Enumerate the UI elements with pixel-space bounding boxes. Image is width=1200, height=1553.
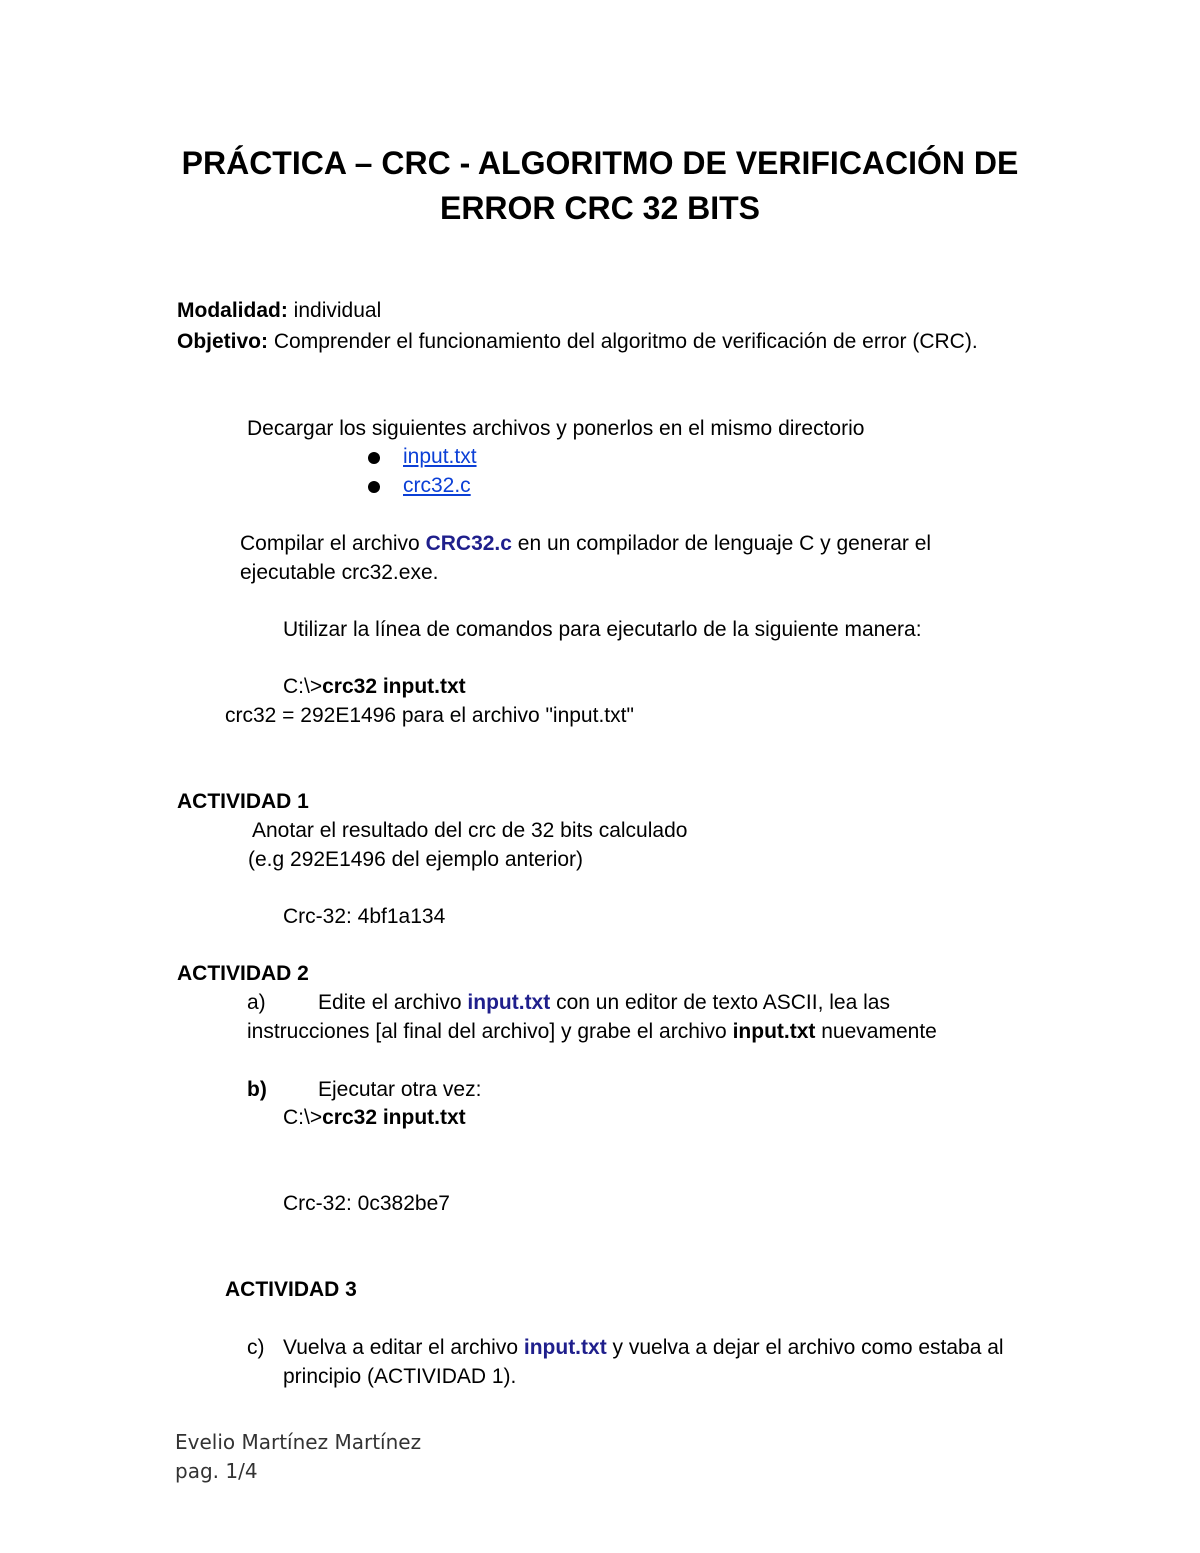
actividad-2-heading: ACTIVIDAD 2: [177, 962, 309, 985]
objetivo-line: [177, 330, 978, 354]
modalidad-value: individual: [293, 299, 382, 322]
actividad-2-b-text: Ejecutar otra vez:: [318, 1078, 482, 1101]
c-pre: Vuelva a editar el archivo: [283, 1336, 519, 1359]
modalidad-line: [177, 299, 381, 323]
crc32-c-link[interactable]: crc32.c: [403, 474, 471, 497]
bullet-icon: [368, 452, 380, 464]
usage-command-line: [283, 675, 466, 699]
actividad-2-result: Crc-32: 0c382be7: [283, 1192, 450, 1215]
a-line2-pre: instrucciones [al final del archivo] y grabe el archivo: [247, 1020, 727, 1043]
compile-line-1: [240, 532, 931, 556]
a-post: con un editor de texto ASCII, lea las: [556, 991, 890, 1014]
actividad-1-line-2: (e.g 292E1496 del ejemplo anterior): [248, 848, 584, 871]
usage-command: crc32 input.txt: [322, 675, 466, 698]
input-txt-link[interactable]: input.txt: [403, 445, 477, 468]
objetivo-value: Comprender el funcionamiento del algoritmo de verificación de error (CRC).: [273, 330, 978, 353]
actividad-3-heading: ACTIVIDAD 3: [225, 1278, 357, 1301]
c-file: input.txt: [523, 1336, 607, 1359]
compile-pre: Compilar el archivo: [240, 532, 420, 555]
actividad-3-c-line-2: principio (ACTIVIDAD 1).: [283, 1365, 517, 1388]
c-post: y vuelva a dejar el archivo como estaba al: [612, 1336, 1004, 1359]
actividad-2-a-marker: a): [247, 991, 266, 1014]
bullet-icon: [368, 481, 380, 493]
usage-text: Utilizar la línea de comandos para ejecutarlo de la siguiente manera:: [283, 618, 922, 641]
actividad-2-b-marker: b): [247, 1078, 267, 1101]
actividad-3-c-marker: c): [247, 1336, 265, 1359]
actividad-1-heading: ACTIVIDAD 1: [177, 790, 309, 813]
actividad-3-c-line-1: [283, 1336, 1004, 1360]
a-pre: Edite el archivo: [318, 991, 462, 1014]
b-prompt: C:\>: [283, 1106, 323, 1129]
a-file: input.txt: [467, 991, 551, 1014]
download-text: Decargar los siguientes archivos y ponerlos en el mismo directorio: [247, 417, 865, 440]
actividad-1-line-1: Anotar el resultado del crc de 32 bits calculado: [252, 819, 688, 842]
actividad-2-a-line-2: [247, 1020, 937, 1044]
a-line2-post: nuevamente: [821, 1020, 937, 1043]
footer-page-number: pag. 1/4: [175, 1459, 258, 1483]
actividad-1-result: Crc-32: 4bf1a134: [283, 905, 446, 928]
a-line2-file: input.txt: [732, 1020, 816, 1043]
compile-line-2: ejecutable crc32.exe.: [240, 561, 439, 584]
b-command: crc32 input.txt: [322, 1106, 466, 1129]
modalidad-label: Modalidad:: [177, 299, 288, 322]
compile-file: CRC32.c: [425, 532, 512, 555]
usage-result: crc32 = 292E1496 para el archivo "input.txt": [225, 704, 634, 727]
objetivo-label: Objetivo:: [177, 330, 269, 353]
file-list-item: [403, 445, 477, 469]
actividad-2-a-line-1: [318, 991, 890, 1015]
file-list-item: [403, 474, 471, 498]
page-title-line-1: PRÁCTICA – CRC - ALGORITMO DE VERIFICACIÓN DE: [181, 145, 1019, 181]
compile-post: en un compilador de lenguaje C y generar el: [517, 532, 932, 555]
page-title-line-2: ERROR CRC 32 BITS: [439, 190, 761, 226]
actividad-2-b-command-line: [283, 1106, 466, 1130]
usage-prompt: C:\>: [283, 675, 323, 698]
footer-author: Evelio Martínez Martínez: [175, 1430, 422, 1454]
